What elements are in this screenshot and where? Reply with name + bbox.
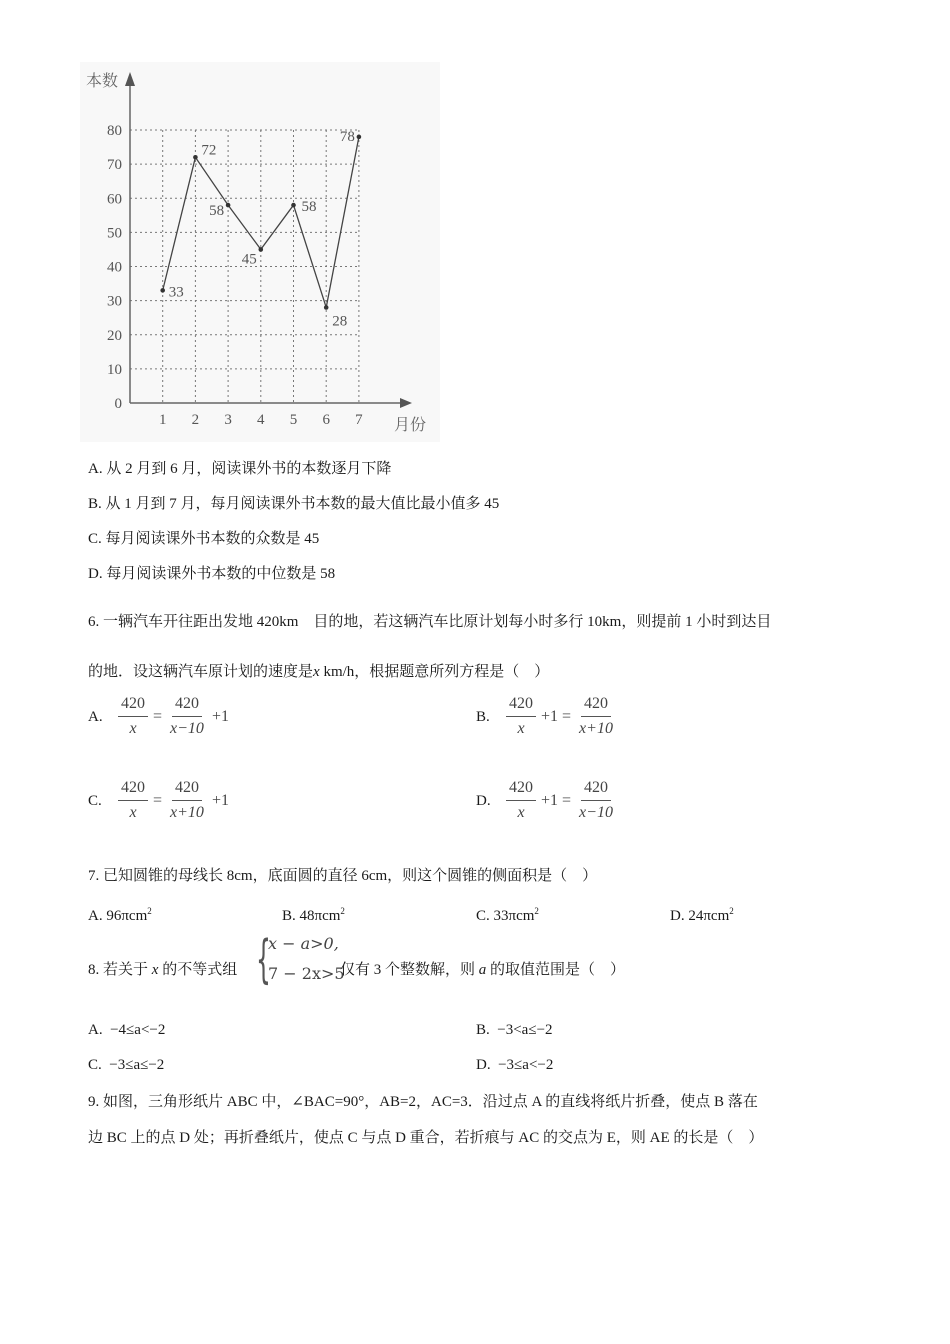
option-text: 从 2 月到 6 月，阅读课外书的本数逐月下降 bbox=[106, 461, 392, 477]
svg-text:2: 2 bbox=[191, 412, 200, 428]
operator: = bbox=[153, 707, 163, 725]
option-label: D. bbox=[670, 908, 685, 924]
q7-option-d[interactable] bbox=[670, 901, 734, 926]
option-text: 每月阅读课外书本数的中位数是 58 bbox=[106, 566, 336, 582]
svg-text:60: 60 bbox=[107, 191, 122, 208]
q9-stem-line2: 边 BC 上的点 D 处；再折叠纸片，使点 C 与点 D 重合，若折痕与 AC 的交点为 E，则 AE 的长是（ ） bbox=[88, 1130, 764, 1146]
line-chart bbox=[80, 62, 440, 442]
option-text: 每月阅读课外书本数的众数是 45 bbox=[105, 531, 320, 547]
svg-text:78: 78 bbox=[339, 128, 355, 145]
svg-text:6: 6 bbox=[322, 412, 330, 428]
fraction bbox=[506, 778, 536, 823]
q6-option-b[interactable] bbox=[476, 694, 618, 739]
svg-text:50: 50 bbox=[107, 225, 122, 242]
option-label: B. bbox=[476, 1022, 490, 1038]
variable: a bbox=[478, 962, 487, 978]
denominator: x+10 bbox=[170, 804, 204, 821]
fraction bbox=[576, 694, 616, 739]
superscript: 2 bbox=[340, 906, 345, 916]
svg-text:本数: 本数 bbox=[86, 73, 119, 90]
operator: +1 = bbox=[541, 707, 572, 725]
option-value: 33πcm bbox=[493, 908, 535, 924]
numerator: 420 bbox=[506, 778, 536, 801]
option-label: A. bbox=[88, 461, 103, 477]
svg-text:0: 0 bbox=[114, 396, 122, 412]
q7-stem: 7. 已知圆锥的母线长 8cm，底面圆的直径 6cm，则这个圆锥的侧面积是（ ） bbox=[88, 868, 598, 884]
numerator: 420 bbox=[118, 778, 148, 801]
option-label: C. bbox=[476, 908, 490, 924]
q7-option-b[interactable] bbox=[282, 901, 345, 926]
svg-text:40: 40 bbox=[107, 259, 122, 276]
option-text: 从 1 月到 7 月，每月阅读课外书本数的最大值比最小值多 45 bbox=[105, 496, 500, 512]
option-label: B. bbox=[88, 496, 102, 512]
q8-option-c[interactable] bbox=[88, 1055, 164, 1075]
option-text: −3<a≤−2 bbox=[497, 1022, 553, 1038]
q6-stem-line1: 6. 一辆汽车开往距出发地 420km 目的地，若这辆汽车比原计划每小时多行 10km，则提前 1 小时到达目 bbox=[88, 614, 772, 630]
superscript: 2 bbox=[729, 906, 734, 916]
svg-text:5: 5 bbox=[289, 412, 298, 428]
stem-text: 的地．设这辆汽车原计划的速度是 bbox=[88, 664, 314, 680]
fraction bbox=[118, 694, 148, 739]
option-label: B. bbox=[282, 908, 296, 924]
denominator: x bbox=[517, 804, 525, 821]
option-label: A. bbox=[88, 908, 103, 924]
svg-text:月份: 月份 bbox=[394, 417, 427, 434]
q8-stem-pre bbox=[88, 960, 237, 980]
superscript: 2 bbox=[147, 906, 152, 916]
svg-text:1: 1 bbox=[158, 412, 167, 428]
q8-option-b[interactable] bbox=[476, 1020, 553, 1040]
chart-svg bbox=[80, 62, 440, 442]
numerator: 420 bbox=[581, 694, 611, 717]
svg-text:58: 58 bbox=[301, 199, 317, 216]
q9-stem-line1: 9. 如图，三角形纸片 ABC 中，∠BAC=90°，AB=2，AC=3．沿过点 A 的直线将纸片折叠，使点 B 落在 bbox=[88, 1094, 758, 1110]
svg-text:70: 70 bbox=[107, 157, 122, 174]
denominator: x−10 bbox=[579, 804, 613, 821]
svg-text:7: 7 bbox=[355, 412, 363, 428]
numerator: 420 bbox=[172, 694, 202, 717]
left-brace-icon: { bbox=[256, 930, 271, 990]
q5-option-b[interactable] bbox=[88, 494, 499, 514]
numerator: 420 bbox=[172, 778, 202, 801]
q7-option-a[interactable] bbox=[88, 901, 152, 926]
option-value: 24πcm bbox=[688, 908, 730, 924]
denominator: x+10 bbox=[579, 720, 613, 737]
numerator: 420 bbox=[118, 694, 148, 717]
inequality-2: 7 − 2x>5 bbox=[268, 964, 345, 983]
option-label: C. bbox=[88, 1057, 102, 1073]
svg-text:45: 45 bbox=[241, 251, 257, 268]
option-label: D. bbox=[88, 566, 103, 582]
q5-option-d[interactable] bbox=[88, 564, 335, 584]
operator: +1 = bbox=[541, 791, 572, 809]
stem-text: 的取值范围是（ ） bbox=[490, 962, 626, 978]
inequality-1: x − a>0, bbox=[268, 934, 339, 953]
svg-text:20: 20 bbox=[107, 327, 122, 344]
operator: = bbox=[153, 791, 163, 809]
svg-text:58: 58 bbox=[209, 203, 225, 220]
svg-text:72: 72 bbox=[201, 142, 217, 159]
numerator: 420 bbox=[506, 694, 536, 717]
denominator: x bbox=[129, 804, 137, 821]
option-value: 96πcm bbox=[106, 908, 148, 924]
svg-text:30: 30 bbox=[107, 293, 122, 310]
variable: x bbox=[313, 664, 320, 680]
denominator: x−10 bbox=[170, 720, 204, 737]
q8-option-a[interactable] bbox=[88, 1020, 165, 1040]
q6-option-a[interactable] bbox=[88, 694, 232, 739]
svg-text:28: 28 bbox=[332, 313, 348, 330]
svg-text:33: 33 bbox=[168, 284, 184, 301]
q6-option-c[interactable] bbox=[88, 778, 232, 823]
svg-text:80: 80 bbox=[107, 123, 122, 139]
variable: x bbox=[151, 962, 159, 978]
q6-stem-line2 bbox=[88, 662, 549, 682]
option-label: B. bbox=[476, 708, 490, 725]
fraction bbox=[576, 778, 616, 823]
stem-text: km/h，根据题意所列方程是（ ） bbox=[319, 664, 550, 680]
q5-option-c[interactable] bbox=[88, 529, 319, 549]
svg-text:3: 3 bbox=[224, 412, 232, 428]
stem-text: 的不等式组 bbox=[162, 962, 238, 978]
option-label: C. bbox=[88, 792, 102, 809]
numerator: 420 bbox=[581, 778, 611, 801]
superscript: 2 bbox=[534, 906, 539, 916]
denominator: x bbox=[129, 720, 137, 737]
q7-option-c[interactable] bbox=[476, 901, 539, 926]
q6-option-d[interactable] bbox=[476, 778, 618, 823]
option-label: A. bbox=[88, 708, 103, 725]
option-text: −3≤a<−2 bbox=[498, 1057, 554, 1073]
option-text: −3≤a≤−2 bbox=[109, 1057, 165, 1073]
fraction bbox=[167, 778, 207, 823]
q8-stem-post bbox=[340, 960, 625, 980]
option-label: A. bbox=[88, 1022, 103, 1038]
fraction bbox=[167, 694, 207, 739]
option-label: D. bbox=[476, 792, 491, 809]
option-text: −4≤a<−2 bbox=[110, 1022, 166, 1038]
fraction bbox=[118, 778, 148, 823]
fraction bbox=[506, 694, 536, 739]
inequality-system bbox=[256, 932, 346, 990]
option-value: 48πcm bbox=[299, 908, 341, 924]
option-label: D. bbox=[476, 1057, 491, 1073]
operator: +1 bbox=[211, 707, 229, 725]
denominator: x bbox=[517, 720, 525, 737]
operator: +1 bbox=[211, 791, 229, 809]
q8-option-d[interactable] bbox=[476, 1055, 553, 1075]
stem-text: 8. 若关于 bbox=[88, 962, 149, 978]
svg-text:4: 4 bbox=[257, 412, 265, 428]
svg-text:10: 10 bbox=[107, 361, 122, 378]
stem-text: 仅有 3 个整数解，则 bbox=[340, 962, 476, 978]
option-label: C. bbox=[88, 531, 102, 547]
q5-option-a[interactable] bbox=[88, 459, 391, 479]
